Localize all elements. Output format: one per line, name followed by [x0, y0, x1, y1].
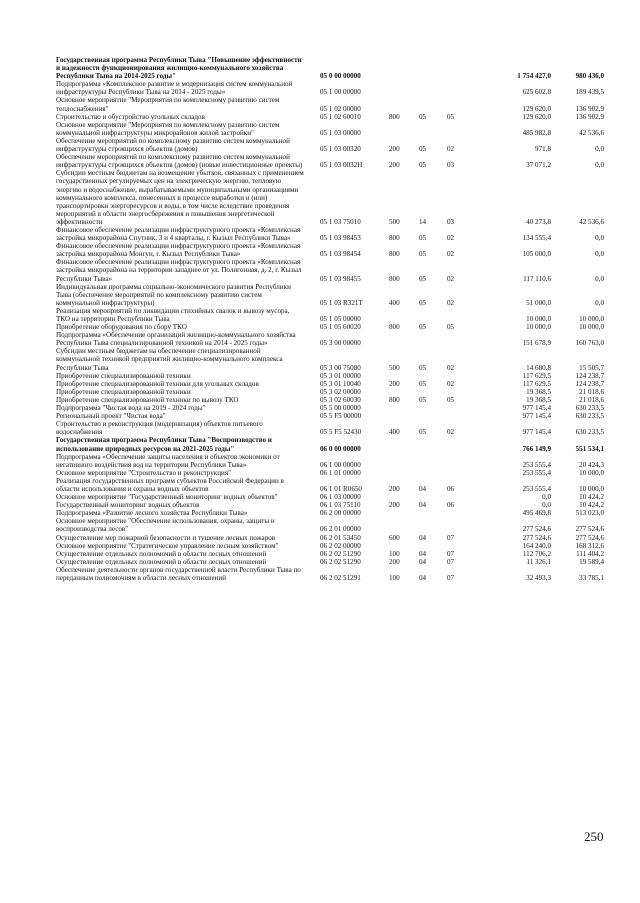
- row-name: Подпрограмма «Обеспечение организаций жилищно-коммунального хозяйства Республики Тыва специализированной техникой на 2014 - 2025 годы»: [56, 331, 298, 348]
- row-amount-2025: 0,0: [595, 161, 604, 170]
- row-section: 04: [419, 574, 427, 582]
- row-section: 04: [419, 533, 427, 542]
- row-code: 06 2 01 53450: [320, 533, 361, 542]
- table-row: [56, 550, 604, 558]
- row-code: 05 5 00 00000: [320, 404, 361, 413]
- row-amount-2025: 10 424,2: [579, 501, 604, 510]
- row-name: Подпрограмма «Комплексное развитие и модернизация систем коммунальной инфраструктуры Республики Тыва на 2014 - 2025 годы»: [56, 80, 295, 97]
- row-code: 05 0 00 00000: [320, 72, 361, 81]
- row-name: Субсидии местным бюджетам на обеспечение специализированной коммунальной техникой предприятий жилищно-коммунального комплекса Республики Тыва: [56, 347, 285, 372]
- table-row: [56, 501, 604, 509]
- row-amount-2024: 117 110,6: [523, 274, 551, 283]
- row-section: 05: [419, 145, 427, 154]
- row-amount-2025: 15 505,7: [579, 363, 604, 372]
- table-row: [56, 509, 604, 517]
- table-row: [56, 121, 604, 137]
- row-section: 05: [419, 274, 427, 283]
- budget-table: [56, 56, 604, 582]
- row-amount-2024: 14 680,8: [526, 363, 551, 372]
- table-row: [56, 347, 604, 371]
- table-row: [56, 517, 604, 533]
- row-amount-2024: 0,0: [542, 493, 551, 502]
- row-subsection: 07: [447, 574, 455, 582]
- table-row: [56, 283, 604, 307]
- row-section: 05: [419, 234, 427, 243]
- table-row: [56, 380, 604, 388]
- row-subsection: 07: [447, 533, 455, 542]
- row-subsection: 02: [447, 379, 455, 388]
- row-code: 05 1 02 60010: [320, 112, 361, 121]
- table-row: [56, 566, 604, 582]
- row-expense-type: 200: [389, 145, 400, 154]
- row-subsection: 02: [447, 250, 455, 259]
- table-row: [56, 477, 604, 493]
- row-name: Основное мероприятие "Государственный мониторинг водных объектов": [56, 493, 278, 502]
- row-code: 05 1 03 0032H: [320, 161, 363, 170]
- row-amount-2025: 124 238,7: [575, 379, 604, 388]
- row-amount-2025: 136 902,9: [575, 112, 604, 121]
- row-amount-2024: 485 982,8: [522, 128, 551, 137]
- row-amount-2024: 112 706,2: [522, 549, 551, 558]
- row-subsection: 06: [447, 501, 455, 510]
- row-section: 05: [419, 323, 427, 332]
- row-amount-2024: 977 145,4: [522, 412, 551, 421]
- row-section: 05: [419, 363, 427, 372]
- row-name: Государственная программа Республики Тыва "Воспроизводство и использование природных ресурсов на 2021-2025 годы": [56, 436, 274, 453]
- row-amount-2025: 10 000,0: [579, 315, 604, 323]
- row-subsection: 05: [447, 323, 455, 332]
- table-row: [56, 56, 604, 80]
- row-subsection: 03: [447, 161, 455, 170]
- row-subsection: 07: [447, 549, 455, 558]
- row-name: Подпрограмма "Чистая вода на 2019 - 2024 годы": [56, 404, 206, 413]
- table-row: [56, 420, 604, 436]
- row-code: 06 2 01 00000: [320, 525, 361, 534]
- row-amount-2024: 105 000,0: [522, 250, 551, 259]
- row-name: Обеспечение мероприятий по комплексному развитию систем коммунальной инфраструктуры строящихся объектов (домов) (новые инвестиционные проекты): [56, 153, 303, 170]
- row-subsection: 02: [447, 274, 455, 283]
- row-amount-2024: 129 620,0: [522, 104, 551, 113]
- row-section: 04: [419, 549, 427, 558]
- row-section: 05: [419, 112, 427, 121]
- row-code: 05 3 02 60030: [320, 395, 361, 404]
- row-section: 04: [419, 484, 427, 493]
- row-code: 05 1 00 00000: [320, 88, 361, 97]
- row-expense-type: 800: [389, 234, 400, 243]
- row-name: Приобретение специализированной техники: [56, 371, 191, 380]
- row-amount-2025: 630 233,5: [575, 412, 604, 421]
- row-section: 05: [419, 161, 427, 170]
- row-expense-type: 500: [389, 217, 400, 226]
- row-expense-type: 100: [389, 574, 400, 582]
- row-code: 06 1 01 R0650: [320, 484, 362, 493]
- row-code: 06 2 02 51290: [320, 549, 361, 558]
- row-name: Основное мероприятие "Мероприятия по комплексному развитию систем коммунальной инфраструктуры микрорайонов жилой застройки": [56, 120, 282, 137]
- row-code: 05 1 03 98454: [320, 250, 361, 259]
- table-row: [56, 258, 604, 282]
- table-row: [56, 469, 604, 477]
- row-code: 05 3 00 00000: [320, 339, 361, 348]
- row-subsection: 02: [447, 145, 455, 154]
- row-amount-2025: 513 023,0: [575, 509, 604, 518]
- table-row: [56, 372, 604, 380]
- row-name: Подпрограмма «Обеспечение защиты населения и объектов экономики от негативного воздействия вод на территории Республики Тыва»: [56, 452, 282, 469]
- table-row: [56, 226, 604, 242]
- row-amount-2024: 625 602,8: [522, 88, 551, 97]
- table-row: [56, 153, 604, 169]
- row-amount-2025: 0,0: [595, 250, 604, 259]
- table-row: [56, 113, 604, 121]
- row-code: 06 2 00 00000: [320, 509, 361, 518]
- row-amount-2024: 0,0: [542, 501, 551, 510]
- row-amount-2024: 37 071,2: [526, 161, 551, 170]
- table-row: [56, 404, 604, 412]
- row-amount-2024: 10 000,0: [526, 323, 551, 332]
- row-amount-2024: 129 620,0: [522, 112, 551, 121]
- row-amount-2025: 136 902,9: [575, 104, 604, 113]
- row-code: 05 3 01 10040: [320, 379, 361, 388]
- row-code: 06 1 03 00000: [320, 493, 361, 502]
- row-amount-2025: 20 424,3: [579, 460, 604, 469]
- row-amount-2025: 21 018,6: [579, 395, 604, 404]
- row-subsection: 07: [447, 557, 455, 566]
- row-section: 05: [419, 298, 427, 307]
- row-name: Государственная программа Республики Тыва "Повышение эффективности и надежности функционирования жилищно-коммунального хозяйства Республики Тыва на 2014-2025 годы": [56, 56, 304, 81]
- table-row: [56, 412, 604, 420]
- table-row: [56, 542, 604, 550]
- row-amount-2025: 42 536,6: [579, 128, 604, 137]
- row-name: Приобретение специализированной техники для угольных складов: [56, 379, 259, 388]
- row-expense-type: 800: [389, 274, 400, 283]
- row-name: Финансовое обеспечение реализации инфраструктурного проекта «Комплексная застройка микрорайона Монгун, г. Кызыл Республики Тыва»: [56, 242, 303, 259]
- row-code: 05 1 02 00000: [320, 104, 361, 113]
- row-expense-type: 800: [389, 250, 400, 259]
- row-amount-2025: 10 000,0: [579, 484, 604, 493]
- row-amount-2025: 124 238,7: [575, 371, 604, 380]
- row-expense-type: 200: [389, 379, 400, 388]
- row-amount-2025: 42 536,6: [579, 217, 604, 226]
- table-row: [56, 323, 604, 331]
- row-name: Финансовое обеспечение реализации инфраструктурного проекта «Комплексная застройка микрорайона Спутник, 3 и 4 кварталы, г. Кызыл Республики Тыва»: [56, 225, 303, 243]
- row-expense-type: 800: [389, 395, 400, 404]
- row-expense-type: 600: [389, 533, 400, 542]
- table-row: [56, 453, 604, 469]
- row-amount-2024: 19 368,5: [526, 387, 551, 396]
- row-name: Приобретение специализированной техники по вывозу ТКО: [56, 395, 239, 404]
- row-expense-type: 400: [389, 298, 400, 307]
- row-subsection: 02: [447, 298, 455, 307]
- row-amount-2024: 19 368,5: [526, 395, 551, 404]
- row-subsection: 05: [447, 112, 455, 121]
- row-amount-2024: 32 493,3: [526, 574, 551, 582]
- row-subsection: 02: [447, 428, 455, 437]
- row-code: 05 5 F5 00000: [320, 412, 362, 421]
- row-name: Реализация государственных программ субъектов Российской Федерации в области использования и охраны водных объектов: [56, 476, 286, 493]
- row-amount-2025: 189 439,5: [575, 88, 604, 97]
- row-expense-type: 100: [389, 549, 400, 558]
- row-amount-2024: 253 555,4: [522, 468, 551, 477]
- row-name: Строительство и обустройство угольных складов: [56, 112, 205, 121]
- row-expense-type: 400: [389, 428, 400, 437]
- row-name: Обеспечение мероприятий по комплексному развитию систем коммунальной инфраструктуры строящихся объектов (домов): [56, 136, 292, 154]
- row-amount-2024: 977 145,4: [522, 428, 551, 437]
- table-row: [56, 436, 604, 452]
- row-name: Строительство и реконструкция (модернизация) объектов питьевого водоснабжения: [56, 420, 265, 437]
- row-amount-2024: 277 524,6: [522, 533, 551, 542]
- row-section: 05: [419, 428, 427, 437]
- row-amount-2025: 277 524,6: [575, 533, 604, 542]
- row-code: 05 1 03 98455: [320, 274, 361, 283]
- row-amount-2025: 168 312,6: [575, 541, 604, 550]
- row-amount-2024: 164 240,0: [522, 541, 551, 550]
- row-name: Реализация мероприятий по ликвидации стихийных свалок и вывозу мусора, ТКО на территории Республики Тыва: [56, 306, 292, 323]
- row-amount-2024: 253 555,4: [522, 460, 551, 469]
- row-name: Обеспечение деятельности органов государственной власти Республики Тыва по переданным полномочиям в области лесных отношений: [56, 565, 303, 582]
- row-amount-2024: 40 273,8: [526, 217, 551, 226]
- row-name: Финансовое обеспечение реализации инфраструктурного проекта «Комплексная застройка микрорайона на территории западнее от ул. Полигонная, д. 2, г. Кызыл Республики Тыва»: [56, 258, 304, 283]
- row-amount-2025: 160 763,0: [575, 339, 604, 348]
- row-code: 05 1 03 98453: [320, 234, 361, 243]
- row-section: 05: [419, 250, 427, 259]
- page-number: 250: [584, 829, 604, 844]
- table-row: [56, 331, 604, 347]
- table-row: [56, 388, 604, 396]
- row-code: 06 1 03 75110: [320, 501, 361, 510]
- row-name: Субсидии местным бюджетам на возмещение убытков, связанных с применением государственных регулируемых цен на электрическую энергию, тепловую энергию и водоснабжение, вырабатываемыми муниципальными организациями коммунального комплекса, понесенных в процессе выработки и (или) транспортировки энергоресурсов и воды, в том числе вследствие проведения мероприятий в области энергосбережения и повышения энергетической эффективности: [56, 169, 306, 226]
- row-amount-2025: 10 424,2: [579, 493, 604, 502]
- row-amount-2024: 253 555,4: [522, 484, 551, 493]
- row-expense-type: 200: [389, 161, 400, 170]
- row-amount-2024: 277 524,6: [522, 525, 551, 534]
- row-code: 05 1 03 75010: [320, 217, 361, 226]
- row-name: Приобретение оборудования по сбору ТКО: [56, 323, 187, 332]
- row-amount-2024: 1 754 427,0: [517, 72, 551, 81]
- row-amount-2024: 11 326,1: [526, 557, 551, 566]
- row-subsection: 06: [447, 484, 455, 493]
- row-expense-type: 500: [389, 363, 400, 372]
- row-amount-2025: 0,0: [595, 298, 604, 307]
- row-code: 05 1 05 00000: [320, 315, 361, 323]
- row-amount-2024: 971,8: [535, 145, 551, 154]
- row-amount-2024: 51 000,0: [526, 298, 551, 307]
- row-amount-2025: 0,0: [595, 234, 604, 243]
- table-row: [56, 534, 604, 542]
- row-amount-2024: 766 149,9: [522, 444, 551, 453]
- row-amount-2024: 117 629,5: [522, 379, 551, 388]
- table-row: [56, 558, 604, 566]
- row-code: 05 3 02 00000: [320, 387, 361, 396]
- row-name: Осуществление отдельных полномочий в области лесных отношений: [56, 557, 267, 566]
- row-code: 06 1 01 00000: [320, 468, 361, 477]
- row-name: Подпрограмма «Развитие лесного хозяйства Республики Тыва»: [56, 509, 248, 518]
- row-section: 04: [419, 501, 427, 510]
- row-name: Основное мероприятие "Строительство и реконструкция": [56, 468, 231, 477]
- row-expense-type: 800: [389, 323, 400, 332]
- row-code: 05 1 03 R321T: [320, 298, 363, 307]
- row-code: 05 1 03 00000: [320, 128, 361, 137]
- row-amount-2025: 21 018,6: [579, 387, 604, 396]
- row-subsection: 02: [447, 234, 455, 243]
- row-name: Индивидуальная программа социально-экономического развития Республики Тыва (обеспечение мероприятий по комплексному развитию систем коммунальной инфраструктуры): [56, 282, 293, 307]
- row-name: Осуществление отдельных полномочий в области лесных отношений: [56, 549, 267, 558]
- row-code: 05 1 05 60020: [320, 323, 361, 332]
- row-amount-2024: 117 629,5: [522, 371, 551, 380]
- row-amount-2025: 630 233,5: [575, 428, 604, 437]
- table-row: [56, 96, 604, 112]
- row-code: 05 3 00 75080: [320, 363, 361, 372]
- row-amount-2024: 134 555,4: [522, 234, 551, 243]
- table-row: [56, 493, 604, 501]
- row-amount-2025: 0,0: [595, 274, 604, 283]
- row-section: 14: [419, 217, 427, 226]
- row-amount-2025: 551 534,1: [575, 444, 604, 453]
- table-row: [56, 137, 604, 153]
- row-section: 05: [419, 379, 427, 388]
- table-row: [56, 396, 604, 404]
- row-code: 05 3 01 00000: [320, 371, 361, 380]
- row-amount-2024: 10 000,0: [526, 315, 551, 323]
- table-row: [56, 169, 604, 226]
- row-code: 06 1 00 00000: [320, 460, 361, 469]
- row-code: 05 5 F5 52430: [320, 428, 362, 437]
- row-expense-type: 200: [389, 484, 400, 493]
- table-row: [56, 242, 604, 258]
- row-code: 06 2 02 51290: [320, 557, 361, 566]
- row-amount-2025: 0,0: [595, 145, 604, 154]
- row-expense-type: 800: [389, 112, 400, 121]
- row-name: Основное мероприятие "Обеспечение использования, охраны, защиты и воспроизводства лесов": [56, 517, 277, 534]
- row-name: Осуществление мер пожарной безопасности и тушение лесных пожаров: [56, 533, 276, 542]
- row-amount-2025: 630 233,5: [575, 404, 604, 413]
- row-code: 06 2 02 00000: [320, 541, 361, 550]
- row-amount-2024: 495 469,8: [522, 509, 551, 518]
- row-amount-2025: 33 785,1: [579, 574, 604, 582]
- table-row: [56, 307, 604, 323]
- row-section: 04: [419, 557, 427, 566]
- row-amount-2025: 19 589,4: [579, 557, 604, 566]
- row-subsection: 05: [447, 395, 455, 404]
- row-name: Основное мероприятие "Мероприятия по комплексному развитию систем теплоснабжения": [56, 96, 282, 113]
- row-subsection: 03: [447, 217, 455, 226]
- row-code: 06 0 00 00000: [320, 444, 361, 453]
- row-code: 06 2 02 51291: [320, 574, 361, 582]
- row-amount-2025: 111 404,2: [576, 549, 604, 558]
- row-amount-2024: 977 145,4: [522, 404, 551, 413]
- row-name: Основное мероприятие "Стратегическое управление лесным хозяйством": [56, 541, 279, 550]
- row-name: Государственный мониторинг водных объектов: [56, 501, 200, 510]
- row-section: 05: [419, 395, 427, 404]
- row-name: Приобретение специализированной техники: [56, 387, 191, 396]
- table-row: [56, 80, 604, 96]
- row-amount-2025: 10 000,0: [579, 468, 604, 477]
- row-amount-2025: 277 524,6: [575, 525, 604, 534]
- row-code: 05 1 03 00320: [320, 145, 361, 154]
- row-expense-type: 200: [389, 557, 400, 566]
- row-amount-2025: 10 000,0: [579, 323, 604, 332]
- row-amount-2024: 151 678,9: [522, 339, 551, 348]
- row-subsection: 02: [447, 363, 455, 372]
- row-amount-2025: 980 436,0: [575, 72, 604, 81]
- row-name: Региональный проект "Чистая вода": [56, 412, 166, 421]
- row-expense-type: 200: [389, 501, 400, 510]
